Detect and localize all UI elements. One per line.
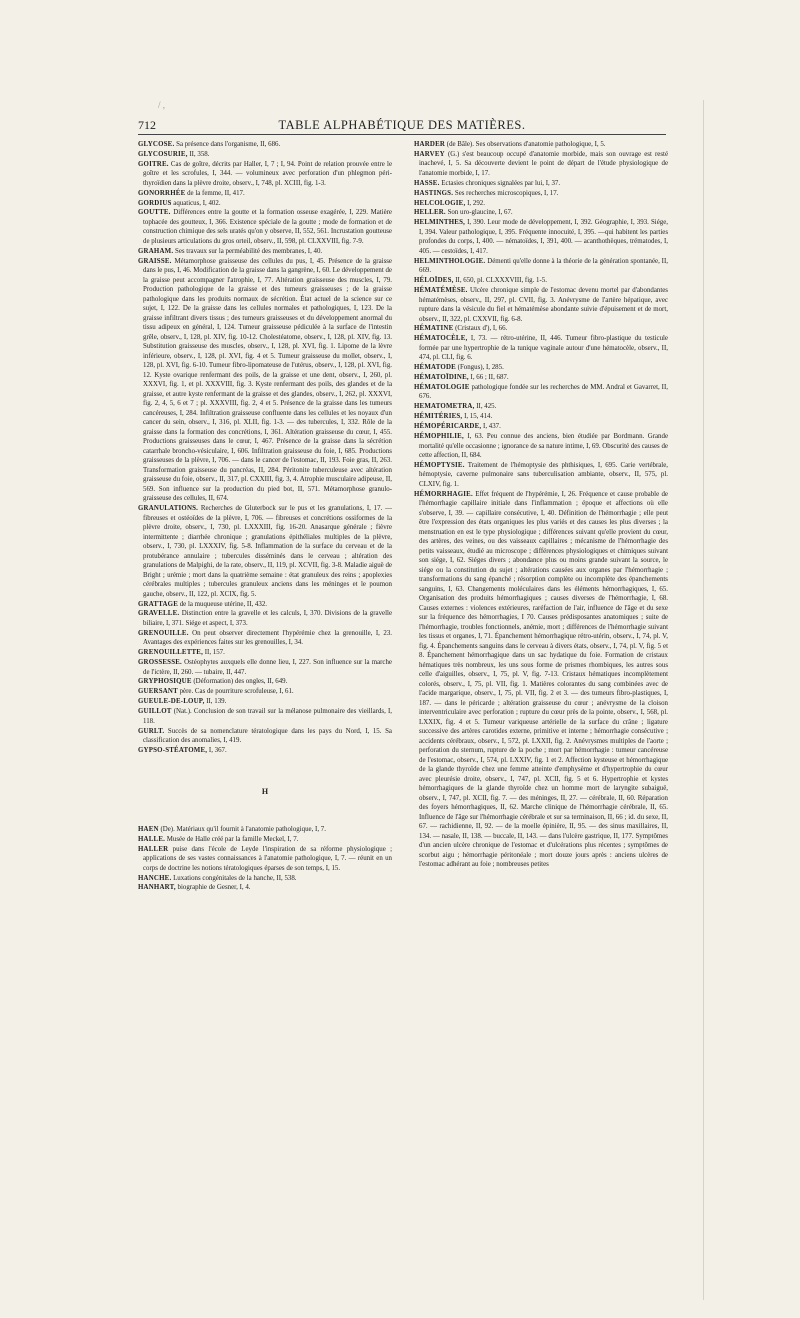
entry-heading: HASTINGS. [414, 189, 454, 197]
entry-heading: HANHART, [138, 884, 176, 892]
entry-heading: GYPSO-STÉATOME, [138, 746, 208, 754]
entry-text: Musée de Halle créé par la famille Meckel, I, 7. [165, 835, 299, 843]
index-entry [414, 461, 668, 490]
entries-g [138, 140, 392, 755]
entry-text: I, 367. [207, 746, 227, 754]
index-entry [414, 334, 668, 363]
index-entry [138, 504, 392, 599]
entry-heading: GRENOUILLE. [138, 629, 189, 637]
entry-heading: GRENOUILLETTE, [138, 649, 204, 657]
entry-heading: HÉMATODE [414, 364, 456, 372]
entry-text: Luxations congénitales de la hanche, II, 538. [171, 874, 297, 882]
entry-text: Ostéophytes auxquels elle donne lieu, I, 227. Son influence sur la marche de l'ictère, II, 260. — tubaire, II, 447. [143, 659, 392, 676]
index-entry [414, 286, 668, 324]
entry-heading: HÉMOPHILIE, [414, 433, 464, 441]
index-entry [138, 150, 392, 160]
corner-mark: / , [158, 100, 166, 110]
index-entry [414, 179, 668, 189]
index-entry [138, 257, 392, 504]
entry-heading: GRANULATIONS. [138, 505, 199, 513]
index-entry [138, 677, 392, 687]
index-entry [138, 707, 392, 726]
index-entry [138, 746, 392, 756]
index-entry [414, 363, 668, 373]
index-entry [138, 727, 392, 746]
index-entry [138, 160, 392, 189]
entry-text: (Déformation) des ongles, II, 649. [191, 678, 288, 686]
entry-text: II, 358. [187, 150, 210, 158]
entry-text: Ses travaux sur la perméabilité des membranes, I, 40. [173, 247, 323, 255]
entry-heading: HÉMATOLOGIE [414, 383, 470, 391]
entry-text: de la femme, II, 417. [185, 189, 245, 197]
index-entry [414, 490, 668, 870]
index-entry [414, 373, 668, 383]
entry-text: Recherches de Gluterbock sur le pus et les granulations, I, 17. — fibreuses et ostéoïdes de la plèvre, I, 706. — fibreuses et concrétions ossiformes de la plèvre droite, observ., I, 730, pl. LXXXIII, fig. 16-20. Anasarque générale ; fièvre intermittente ; diarrhée chronique ; granulations épithéliales multiples de la plèvre, observ., I, 730, pl. LXXXIV, fig. 5-8. Inflammation de la surface du cerveau et de la protubérance annulaire ; tubercules disséminés dans le cerveau ; altération des granulations de Malpighi, de la rate, observ., II, 119, pl. XCVII, fig. 3-8. Maladie aiguë de Bright ; urémie ; mort dans la quatrième semaine : état granuleux des reins ; apoplexies cérébrales multiples ; tubercules granuleux anciens dans les méninges et le poumon gauche, observ., II, 122, pl. XCIX, fig. 5. [143, 505, 392, 598]
entries-right [414, 140, 668, 870]
entry-heading: HAEN [138, 825, 159, 833]
entry-heading: HÉMITÉRIES, [414, 413, 463, 421]
entry-text: Succès de sa nomenclature tératologique dans les pays du Nord, I, 15. Sa classification des anomalies, I, 419. [143, 727, 392, 745]
index-entry [414, 383, 668, 402]
index-entry [414, 150, 668, 179]
entry-text: aquaticus, I, 402. [171, 199, 221, 207]
entry-heading: GUERSANT [138, 688, 178, 696]
index-entry [414, 412, 668, 422]
entry-text: I, 63. Peu connue des anciens, bien étudiée par Bordmann. Grande mortalité qu'elle occasionne ; ignorance de sa nature intime, I, 69. Obscurité des causes de cette affection, II, 684. [419, 433, 668, 460]
entry-heading: HARDER [414, 141, 446, 148]
entry-text: II, 139. [204, 698, 227, 706]
entry-text: Sa présence dans l'organisme, II, 686. [174, 141, 281, 148]
entry-text: Traitement de l'hémoptysie des phthisiques, I, 695. Carie vertébrale, hémoptysie, caverne pulmonaire sans tuberculisation ambiante, observ., II, 575, pl. CLXIV, fig. 1. [419, 461, 668, 488]
entry-heading: HÉMORRHAGIE. [414, 490, 473, 498]
entry-text: biographie de Gesner, I, 4. [175, 884, 251, 892]
index-entry [138, 874, 392, 884]
entry-text: Distinction entre la gravelle et les calculs, I, 370. Divisions de la gravelle biliaire, I, 371. Siége et aspect, I, 373. [143, 610, 392, 627]
entry-text: Ectasies chroniques signalées par lui, I, 37. [439, 179, 561, 187]
entry-text: Ses recherches microscopiques, I, 17. [453, 189, 559, 197]
entry-text: de la muqueuse utérine, II, 432. [178, 600, 267, 608]
entry-heading: HÉMATÉMÈSE. [414, 287, 468, 295]
entry-heading: HARVEY [414, 150, 445, 158]
entry-heading: HÉMOPTYSIE. [414, 461, 465, 469]
index-entry [138, 648, 392, 658]
entry-heading: GURLT. [138, 727, 165, 735]
entry-heading: GORDIUS [138, 199, 172, 207]
index-entry [414, 276, 668, 286]
index-entry [138, 140, 392, 150]
entry-heading: HELCOLOGIE, [414, 199, 466, 207]
index-entry [138, 835, 392, 845]
entry-text: Son uro-glaucine, I, 67. [445, 209, 513, 217]
entry-text: I, 437. [481, 423, 501, 431]
index-entry [414, 402, 668, 412]
entry-heading: HEMATOMETRA, [414, 403, 475, 411]
entry-heading: HELMINTHES, [414, 219, 466, 227]
entry-text: (Cristaux d'), I, 66. [453, 325, 508, 333]
entry-text: II, 650, pl. CLXXXVIII, fig. 1-5. [453, 277, 547, 285]
entry-text: I, 73. — rétro-utérine, II, 446. Tumeur fibro-plastique du testicule formée par une hypertrophie de la tunique vaginale autour d'une hématocèle, observ., II, 474, pl. CLI, fig. 6. [419, 335, 668, 362]
entry-text: (Fongus), I, 285. [455, 364, 504, 372]
index-entry [138, 629, 392, 648]
left-column [138, 140, 392, 1248]
running-title: TABLE ALPHABÉTIQUE DES MATIÈRES. [278, 118, 526, 132]
entry-heading: HÉMATINE [414, 325, 454, 333]
index-entry [414, 324, 668, 334]
entry-heading: GRATTAGE [138, 600, 179, 608]
entry-heading: GLYCOSE. [138, 141, 175, 148]
page-fold-line [703, 100, 704, 1300]
entry-heading: GRYPHOSIQUE [138, 678, 192, 686]
page-number: 712 [138, 118, 156, 132]
entry-text: (Nat.). Conclusion de son travail sur la mélanose pulmonaire des vieillards, I, 118. [143, 708, 392, 725]
entry-text: Effet fréquent de l'hypérémie, I, 26. Fréquence et cause probable de l'hémorrhagie capillaire initiale dans l'inflammation ; époque et affections où elle s'observe, I, 39. — capillaire consécutive, I, 40. Définition de l'hémorrhagie ; elle peut être l'expression des états organiques les plus variés et des causes les plus diverses ; la menstruation en est le type physiologique ; différences suivant qu'elle provient du cœur, des artères, des veines, ou des vaisseaux capillaires ; mécanisme de l'hémorrhagie des petits vaisseaux, étudié au microscope ; différences physiologiques et chimiques suivant son siége, I, 62. Siéges divers ; abondance plus ou moins grande suivant la source, le siége ou la constitution du sujet ; altérations causées aux organes par l'hémorrhagie ; transformations du sang épanché ; résorption complète ou incomplète des épanchements sanguins, I, 63. Changements moléculaires dans les éléments hémorrhagiques, I, 65. Organisation des produits hémorrhagiques ; causes diverses de l'hémorrhagie, I, 68. Causes externes : violences extérieures, raréfaction de l'air, influence de l'âge et du sexe sur la fréquence des hémorrhagies, I 70. Causes prédisposantes anatomiques ; suite de l'hémorrhagie, troubles fonctionnels, anémie, mort ; différences de l'hémorrhagie suivant les tissus et organes, I, 71. Épanchement hémorrhagique rétro-utérin, observ., I, 74, pl. V, fig. 4. Épanchements sanguins dans le cerveau à divers états, observ., I, 74, pl. V, fig. 5 et 8. Épanchement hémorrhagique dans un sac hydatique du foie. Formation de cristaux hématiques très nombreux, les uns sous forme de prismes rhombiques, les autres sous celle d'aiguilles, observ., I, 75, pl. V, fig. 7-13. Cristaux hématiques incomplètement colorés, observ., I, 75, pl. VII, fig. 1. Matières colorantes du sang combinées avec de l'acide margarique, observ., I, 75, pl. VII, fig. 2 et 3. — des tumeurs fibro-plastiques, I, 187. — dans le péricarde ; altération graisseuse du cœur ; anévrysme de la cloison interventriculaire avec perforation ; rupture du cœur près de la pointe, observ., I, 568, pl. LXXIX, fig. 4 et 5. Tumeur variqueuse artérielle de la surface du crâne ; ligature successive des artères carotides externe, primitive et interne ; hémorrhagie consécutive ; accidents cérébraux, observ., I, 572, pl. LXXII, fig. 2. Anévrysmes multiples de l'aorte ; perforation du sternum, rupture de la poche ; mort par hémorrhagie : tumeur cancéreuse de l'estomac, observ., I, 574, pl. LXXIV, fig. 1 et 2. Affection kysteuse et hémorrhagique de la glande thyroïde chez une femme atteinte d'emphysème et d'hypertrophie du cœur avec pleurésie droite, observ., I, 747, pl. XCII, fig. 5 et 6. Hypertrophie et kystes hémorrhagiques de la glande thyroïde chez un homme mort de laryngite subaiguë, observ., I, 747, pl. XCII, fig. 7. — des méninges, II, 27. — cérébrale, II, 60. Réparation des foyers hémorrhagiques, II, 62. Marche clinique de l'hémorrhagie cérébrale, II, 65. Influence de l'âge sur l'hémorrhagie cérébrale et sur sa terminaison, II, 66 ; id. du sexe, II, 67. — rachidienne, II, 92. — de la moelle épinière, II, 95. — des sinus maxillaires, II, 134. — nasale, II, 138. — buccale, II, 143. — dans l'ulcère gastrique, II, 177. Symptômes d'un ancien ulcère chronique de l'estomac et d'ulcérations plus récentes ; symptômes de scorbut aigu ; hémorrhagie péritonéale ; mort douze jours après : anciens ulcères de l'estomac adhérant au foie ; nombreuses petites [419, 490, 668, 869]
entry-text: On peut observer directement l'hypérémie chez la grenouille, I, 23. Avantages des expériences faites sur les grenouilles, I, 34. [143, 629, 392, 647]
section-letter-h: H [261, 787, 269, 797]
entry-heading: GUILLOT [138, 708, 172, 716]
entry-text: puise dans l'école de Leyde l'inspiration de sa réforme physiologique ; applications de ses vastes connaissances à l'anatomie pathologique, I, 7. — réunit en un corps de doctrine les notions tératologiques éparses de son temps, I, 15. [143, 845, 392, 872]
entry-text: I, 66 ; II, 687. [468, 374, 509, 382]
index-entry [414, 189, 668, 199]
index-entry [138, 687, 392, 697]
index-entry [138, 697, 392, 707]
page-header [138, 118, 666, 135]
entry-text: (de Bâle). Ses observations d'anatomie pathologique, I, 5. [445, 141, 606, 148]
index-entry [138, 658, 392, 677]
index-entry [138, 845, 392, 874]
index-entry [414, 257, 668, 276]
index-entry [138, 208, 392, 246]
entry-heading: HALLE. [138, 835, 166, 843]
entries-h [138, 825, 392, 893]
entry-text: pathologique fondée sur les recherches de MM. Andral et Gavarret, II, 676. [419, 383, 668, 401]
index-entry [138, 883, 392, 893]
entry-heading: GONORRHÉE [138, 189, 186, 197]
right-column [414, 140, 668, 1248]
entry-heading: HÉLOÏDES, [414, 277, 454, 285]
entry-text: (De). Matériaux qu'il fournit à l'anatomie pathologique, I, 7. [158, 825, 326, 833]
index-entry [414, 140, 668, 150]
index-entry [138, 609, 392, 628]
entry-heading: GRAVELLE. [138, 610, 180, 618]
entry-text: Cas de goître, décrits par Haller, I, 7 ; I, 94. Point de relation prouvée entre le goître et les scrofules, I, 344. — volumineux avec perforation d'un phlegmon péri-thyroïdien dans la plèvre droite, observ., I, 748, pl. XCIII, fig. 1-3. [143, 160, 392, 187]
index-entry [414, 432, 668, 461]
index-entry [138, 600, 392, 610]
entry-heading: HALLER [138, 845, 169, 853]
index-entry [414, 218, 668, 256]
index-entry [414, 422, 668, 432]
entry-heading: HELMINTHOLOGIE. [414, 257, 486, 265]
entry-text: II, 425. [474, 403, 497, 411]
entry-heading: HÉMOPÉRICARDE, [414, 423, 482, 431]
entry-heading: HELLER. [414, 209, 446, 217]
entry-text: I, 292. [465, 199, 485, 207]
entry-text: Différences entre la goutte et la formation osseuse exagérée, I, 229. Matière tophacée des goutteux, I, 366. Existence spéciale de la goutte ; mode de formation et de construction chimique des sels uratés qu'on y observe, II, 552, 561. Incrustation goutteuse de plusieurs articulations du gros orteil, observ., II, 598, pl. CLXXVIII, fig. 7-9. [143, 209, 392, 245]
entry-heading: GOUTTE. [138, 209, 171, 217]
entry-text: Métamorphose graisseuse des cellules du pus, I, 45. Présence de la graisse dans le pus, I, 46. Modification de la graisse dans la gangrène, I, 60. Le développement de la graisse peut accompagner l'atrophie, I, 77. Altération graisseuse des muscles, I, 79. Production pathologique de la graisse et des tumeurs graisseuses ; de la graisse pathologique dans les produits normaux de sécrétion. État actuel de la science sur ce sujet, I, 122. De la graisse dans les cellules normales et pathologiques, I, 123. De la graisse infiltrant divers tissus ; des tumeurs graisseuses et du développement anormal du tissu adipeux en général, I, 124. Tumeur graisseuse pédiculée à la surface de l'intestin grêle, observ., I, 128, pl. XIV, fig. 10-12. Cholestéatome, observ., I, 128, pl. XIV, fig. 13. Substitution graisseuse des muscles, observ., I, 128, pl. XVI, fig. 1. Lipome de la lèvre inférieure, observ., I, 128, pl. XVI, fig. 4 et 5. Tumeur graisseuse du mollet, observ., I, 128, pl. XVI, fig. 6-10. Tumeur fibro-lipomateuse de l'utérus, observ., I, 128, pl. XVI, fig. 12. Kyste ovarique renfermant des poils, de la graisse et une dent, observ., I, 260, pl. XXXVI, fig. 1, et pl. XXXVIII, fig. 3. Kyste renfermant des poils, des glandes et de la graisse, et autre kyste renfermant de la graisse et des glandes, observ., I, 262, pl. XXXVI, fig. 2, 4, 5, 6 et 7 ; pl. XXXVIII, fig. 2, 4 et 5. Présence de la graisse dans les tumeurs cancéreuses, I, 284. Infiltration graisseuse confluente dans les cellules et les noyaux d'un cancer du sein, observ., I, 316, pl. XLII, fig. 1-3. — des tubercules, I, 332. Rôle de la graisse dans la formation des concrétions, I, 361. Altération graisseuse du cœur, I, 455. Productions graisseuses dans le cœur, I, 467. Présence de la graisse dans la sécrétion catarrhale broncho-vésiculaire, I, 606. Infiltration graisseuse du foie, I, 685. Productions graisseuses de la plèvre, I, 706. — dans le cancer de l'estomac, II, 193. Foie gras, II, 263. Transformation graisseuse du pancréas, II, 284. Péritonite tuberculeuse avec altération graisseuse du foie, observ., II, 317, pl. CXXIII, fig. 3, 4. Atrophie musculaire adipeuse, II, 569. Son influence sur la production du pied bot, II, 571. Métamorphose granulo-graisseuse des cellules, II, 674. [143, 257, 392, 503]
entry-heading: HÉMATOCÈLE, [414, 335, 468, 343]
index-entry [138, 199, 392, 209]
entry-heading: HÉMATOÏDINE, [414, 374, 469, 382]
entry-heading: HANCHE. [138, 874, 172, 882]
entry-text: (G.) s'est beaucoup occupé d'anatomie morbide, mais son ouvrage est resté inachevé, I, 5. Sa découverte devient le point de départ de l'étude physiologique de l'anatomie morbide, I, 17. [419, 150, 668, 177]
index-entry [414, 208, 668, 218]
entry-heading: GROSSESSE. [138, 659, 182, 667]
entry-heading: HASSE. [414, 179, 440, 187]
entry-heading: GRAHAM. [138, 247, 174, 255]
entry-text: I, 15, 414. [462, 413, 493, 421]
entry-text: Ulcère chronique simple de l'estomac devenu mortel par d'abondantes hématémèses, observ., II, 297, pl. CVII, fig. 3. Anévrysme de l'artère hépatique, avec rupture dans la vésicule du fiel et hématémèse abondante suivie d'épuisement et de mort, observ., II, 322, pl. CXXVII, fig. 6-8. [419, 287, 668, 323]
index-entry [138, 247, 392, 257]
index-entry [138, 825, 392, 835]
entry-heading: GUEULE-DE-LOUP, [138, 698, 205, 706]
entry-text: II, 157. [203, 649, 225, 657]
index-entry [414, 199, 668, 209]
entry-heading: GRAISSE. [138, 257, 172, 265]
entry-text: Démenti qu'elle donne à la théorie de la génération spontanée, II, 669. [419, 257, 668, 275]
entry-text: père. Cas de pourriture scrofuleuse, I, 61. [177, 688, 294, 696]
entry-text: I, 390. Leur mode de développement, I, 392. Géographie, I, 393. Siége, I, 394. Valeur pathologique, I, 395. Fréquente innocuité, I, 395. —qui habitent les parties profondes du corps, I, 400. — nématoïdes, I, 391, 400. — acanthothèques, trématodes, I, 405. — cestoïdes, I, 417. [419, 219, 668, 255]
entry-heading: GOITRE. [138, 160, 169, 168]
index-entry [138, 189, 392, 199]
entry-heading: GLYCOSURIE, [138, 150, 188, 158]
